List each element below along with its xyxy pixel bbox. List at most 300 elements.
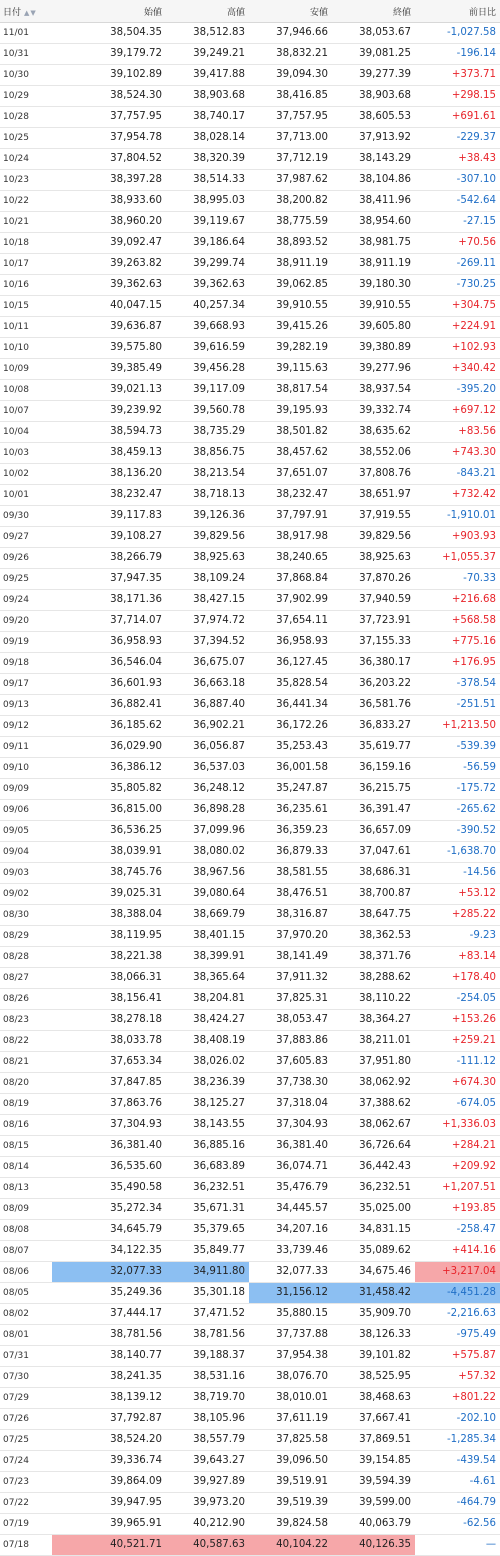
cell-change: +298.15 (415, 86, 500, 107)
table-row (0, 506, 500, 527)
cell-high: 38,427.15 (166, 590, 249, 611)
cell-open: 37,947.35 (52, 569, 166, 590)
cell-close: 38,911.19 (332, 254, 415, 275)
cell-date: 10/07 (0, 401, 52, 422)
cell-low: 36,441.34 (249, 695, 332, 716)
cell-close: 38,211.01 (332, 1031, 415, 1052)
cell-open: 39,385.49 (52, 359, 166, 380)
cell-date: 11/01 (0, 23, 52, 44)
cell-close: 36,657.09 (332, 821, 415, 842)
cell-close: 36,159.16 (332, 758, 415, 779)
table-row (0, 296, 500, 317)
cell-high: 38,236.39 (166, 1073, 249, 1094)
table-row (0, 380, 500, 401)
cell-change: -254.05 (415, 989, 500, 1010)
cell-close: 38,651.97 (332, 485, 415, 506)
cell-high: 39,126.36 (166, 506, 249, 527)
cell-open: 36,536.25 (52, 821, 166, 842)
cell-date: 10/22 (0, 191, 52, 212)
cell-high: 38,512.83 (166, 23, 249, 44)
cell-high: 39,829.56 (166, 527, 249, 548)
cell-date: 09/12 (0, 716, 52, 737)
cell-date: 09/09 (0, 779, 52, 800)
cell-date: 08/30 (0, 905, 52, 926)
cell-date: 08/08 (0, 1220, 52, 1241)
table-row (0, 1157, 500, 1178)
cell-low: 37,737.88 (249, 1325, 332, 1346)
cell-low: 38,240.65 (249, 548, 332, 569)
cell-change: +304.75 (415, 296, 500, 317)
cell-change: +224.91 (415, 317, 500, 338)
cell-high: 39,117.09 (166, 380, 249, 401)
cell-close: 37,808.76 (332, 464, 415, 485)
table-row (0, 149, 500, 170)
cell-date: 09/11 (0, 737, 52, 758)
table-row (0, 905, 500, 926)
table-row (0, 1052, 500, 1073)
cell-open: 38,232.47 (52, 485, 166, 506)
cell-change: +70.56 (415, 233, 500, 254)
table-row (0, 1388, 500, 1409)
cell-low: 38,200.82 (249, 191, 332, 212)
cell-date: 08/05 (0, 1283, 52, 1304)
cell-high: 36,663.18 (166, 674, 249, 695)
cell-low: 38,832.21 (249, 44, 332, 65)
cell-change: -62.56 (415, 1514, 500, 1535)
cell-low: 38,141.49 (249, 947, 332, 968)
cell-change: +284.21 (415, 1136, 500, 1157)
cell-close: 38,411.96 (332, 191, 415, 212)
table-row (0, 1409, 500, 1430)
cell-date: 10/16 (0, 275, 52, 296)
cell-change: +575.87 (415, 1346, 500, 1367)
table-body (0, 23, 500, 1556)
cell-change: +153.26 (415, 1010, 500, 1031)
cell-open: 39,263.82 (52, 254, 166, 275)
cell-low: 38,316.87 (249, 905, 332, 926)
cell-high: 35,301.18 (166, 1283, 249, 1304)
cell-open: 39,864.09 (52, 1472, 166, 1493)
cell-high: 38,514.33 (166, 170, 249, 191)
cell-close: 39,380.89 (332, 338, 415, 359)
cell-date: 10/15 (0, 296, 52, 317)
cell-change: +732.42 (415, 485, 500, 506)
table-row (0, 1430, 500, 1451)
cell-low: 37,738.30 (249, 1073, 332, 1094)
cell-date: 10/08 (0, 380, 52, 401)
cell-high: 38,903.68 (166, 86, 249, 107)
cell-change: +209.92 (415, 1157, 500, 1178)
cell-change: -1,027.58 (415, 23, 500, 44)
cell-low: 38,232.47 (249, 485, 332, 506)
cell-close: 36,215.75 (332, 779, 415, 800)
cell-close: 37,723.91 (332, 611, 415, 632)
cell-close: 35,909.70 (332, 1304, 415, 1325)
cell-high: 36,537.03 (166, 758, 249, 779)
cell-high: 39,560.78 (166, 401, 249, 422)
table-row (0, 1094, 500, 1115)
cell-high: 35,849.77 (166, 1241, 249, 1262)
table-row (0, 527, 500, 548)
cell-change: +691.61 (415, 107, 500, 128)
cell-change: +178.40 (415, 968, 500, 989)
cell-date: 07/26 (0, 1409, 52, 1430)
table-row (0, 989, 500, 1010)
cell-low: 37,902.99 (249, 590, 332, 611)
cell-high: 39,080.64 (166, 884, 249, 905)
cell-low: 37,757.95 (249, 107, 332, 128)
cell-date: 10/02 (0, 464, 52, 485)
cell-date: 08/21 (0, 1052, 52, 1073)
cell-open: 38,524.20 (52, 1430, 166, 1451)
cell-change: +743.30 (415, 443, 500, 464)
cell-low: 38,581.55 (249, 863, 332, 884)
cell-low: 38,501.82 (249, 422, 332, 443)
cell-date: 10/09 (0, 359, 52, 380)
cell-date: 09/17 (0, 674, 52, 695)
cell-date: 09/24 (0, 590, 52, 611)
cell-change: +102.93 (415, 338, 500, 359)
cell-low: 32,077.33 (249, 1262, 332, 1283)
table-row (0, 1325, 500, 1346)
cell-low: 36,001.58 (249, 758, 332, 779)
cell-close: 40,126.35 (332, 1535, 415, 1556)
cell-change: -390.52 (415, 821, 500, 842)
cell-high: 38,740.17 (166, 107, 249, 128)
cell-close: 35,619.77 (332, 737, 415, 758)
cell-change: +903.93 (415, 527, 500, 548)
cell-open: 38,039.91 (52, 842, 166, 863)
cell-change: +38.43 (415, 149, 500, 170)
cell-close: 37,940.59 (332, 590, 415, 611)
cell-low: 37,883.86 (249, 1031, 332, 1052)
cell-date: 08/13 (0, 1178, 52, 1199)
cell-low: 34,445.57 (249, 1199, 332, 1220)
cell-low: 36,127.45 (249, 653, 332, 674)
cell-open: 39,947.95 (52, 1493, 166, 1514)
cell-close: 38,686.31 (332, 863, 415, 884)
cell-close: 35,089.62 (332, 1241, 415, 1262)
cell-high: 38,408.19 (166, 1031, 249, 1052)
cell-open: 37,757.95 (52, 107, 166, 128)
cell-close: 36,833.27 (332, 716, 415, 737)
cell-change: -378.54 (415, 674, 500, 695)
cell-low: 36,381.40 (249, 1136, 332, 1157)
cell-open: 39,117.83 (52, 506, 166, 527)
cell-change: +1,055.37 (415, 548, 500, 569)
cell-date: 07/24 (0, 1451, 52, 1472)
column-header-date[interactable] (0, 0, 52, 23)
cell-open: 35,490.58 (52, 1178, 166, 1199)
cell-open: 38,459.13 (52, 443, 166, 464)
cell-low: 37,651.07 (249, 464, 332, 485)
table-row (0, 779, 500, 800)
cell-low: 39,282.19 (249, 338, 332, 359)
cell-close: 34,675.46 (332, 1262, 415, 1283)
cell-open: 40,047.15 (52, 296, 166, 317)
cell-date: 10/17 (0, 254, 52, 275)
cell-date: 10/23 (0, 170, 52, 191)
cell-low: 39,519.91 (249, 1472, 332, 1493)
cell-change: -2,216.63 (415, 1304, 500, 1325)
cell-open: 38,140.77 (52, 1346, 166, 1367)
cell-open: 36,546.04 (52, 653, 166, 674)
cell-close: 36,380.17 (332, 653, 415, 674)
cell-change: +3,217.04 (415, 1262, 500, 1283)
cell-low: 38,076.70 (249, 1367, 332, 1388)
column-header-open[interactable]: 始値 (52, 0, 166, 23)
table-row (0, 1178, 500, 1199)
cell-change: — (415, 1535, 500, 1556)
cell-date: 08/29 (0, 926, 52, 947)
cell-open: 35,805.82 (52, 779, 166, 800)
table-row (0, 1073, 500, 1094)
cell-open: 39,239.92 (52, 401, 166, 422)
cell-change: -843.21 (415, 464, 500, 485)
table-row (0, 107, 500, 128)
cell-high: 34,911.80 (166, 1262, 249, 1283)
cell-change: -542.64 (415, 191, 500, 212)
cell-low: 33,739.46 (249, 1241, 332, 1262)
cell-date: 10/18 (0, 233, 52, 254)
cell-low: 38,911.19 (249, 254, 332, 275)
cell-open: 37,714.07 (52, 611, 166, 632)
cell-open: 38,241.35 (52, 1367, 166, 1388)
cell-open: 37,444.17 (52, 1304, 166, 1325)
cell-open: 37,954.78 (52, 128, 166, 149)
cell-open: 39,179.72 (52, 44, 166, 65)
table-row (0, 800, 500, 821)
cell-date: 09/02 (0, 884, 52, 905)
cell-date: 09/05 (0, 821, 52, 842)
cell-open: 38,745.76 (52, 863, 166, 884)
cell-low: 35,880.15 (249, 1304, 332, 1325)
cell-open: 34,645.79 (52, 1220, 166, 1241)
table-row (0, 632, 500, 653)
cell-change: -975.49 (415, 1325, 500, 1346)
cell-open: 38,504.35 (52, 23, 166, 44)
cell-close: 37,919.55 (332, 506, 415, 527)
cell-open: 36,381.40 (52, 1136, 166, 1157)
cell-open: 36,029.90 (52, 737, 166, 758)
cell-change: -1,638.70 (415, 842, 500, 863)
cell-change: -9.23 (415, 926, 500, 947)
cell-open: 36,185.62 (52, 716, 166, 737)
cell-close: 37,869.51 (332, 1430, 415, 1451)
cell-change: +216.68 (415, 590, 500, 611)
table-row (0, 1451, 500, 1472)
cell-open: 35,272.34 (52, 1199, 166, 1220)
cell-date: 10/01 (0, 485, 52, 506)
cell-low: 37,825.58 (249, 1430, 332, 1451)
table-row (0, 947, 500, 968)
table-row (0, 737, 500, 758)
table-row (0, 1136, 500, 1157)
cell-close: 38,143.29 (332, 149, 415, 170)
table-row (0, 1031, 500, 1052)
cell-date: 09/19 (0, 632, 52, 653)
cell-low: 38,775.59 (249, 212, 332, 233)
cell-change: -27.15 (415, 212, 500, 233)
cell-change: -307.10 (415, 170, 500, 191)
cell-close: 36,232.51 (332, 1178, 415, 1199)
cell-open: 36,386.12 (52, 758, 166, 779)
table-row (0, 1241, 500, 1262)
table-row (0, 1199, 500, 1220)
cell-high: 39,668.93 (166, 317, 249, 338)
cell-change: +53.12 (415, 884, 500, 905)
table-row (0, 884, 500, 905)
cell-close: 40,063.79 (332, 1514, 415, 1535)
cell-change: -196.14 (415, 44, 500, 65)
cell-change: -539.39 (415, 737, 500, 758)
cell-close: 38,903.68 (332, 86, 415, 107)
cell-low: 36,359.23 (249, 821, 332, 842)
column-header-change[interactable]: 前日比 (415, 0, 500, 23)
cell-open: 40,521.71 (52, 1535, 166, 1556)
cell-high: 38,669.79 (166, 905, 249, 926)
cell-low: 38,010.01 (249, 1388, 332, 1409)
cell-close: 38,525.95 (332, 1367, 415, 1388)
cell-high: 40,212.90 (166, 1514, 249, 1535)
cell-high: 39,973.20 (166, 1493, 249, 1514)
cell-high: 38,365.64 (166, 968, 249, 989)
cell-date: 08/20 (0, 1073, 52, 1094)
cell-close: 38,605.53 (332, 107, 415, 128)
cell-low: 36,879.33 (249, 842, 332, 863)
cell-low: 38,476.51 (249, 884, 332, 905)
cell-date: 09/18 (0, 653, 52, 674)
table-row (0, 191, 500, 212)
cell-high: 37,471.52 (166, 1304, 249, 1325)
column-header-high[interactable]: 高値 (166, 0, 249, 23)
cell-close: 39,277.39 (332, 65, 415, 86)
cell-high: 38,967.56 (166, 863, 249, 884)
cell-open: 36,815.00 (52, 800, 166, 821)
cell-open: 38,033.78 (52, 1031, 166, 1052)
cell-low: 37,987.62 (249, 170, 332, 191)
cell-close: 39,910.55 (332, 296, 415, 317)
cell-close: 37,870.26 (332, 569, 415, 590)
cell-close: 38,552.06 (332, 443, 415, 464)
cell-high: 39,362.63 (166, 275, 249, 296)
cell-date: 09/04 (0, 842, 52, 863)
cell-date: 08/07 (0, 1241, 52, 1262)
cell-open: 36,535.60 (52, 1157, 166, 1178)
cell-low: 36,958.93 (249, 632, 332, 653)
table-row (0, 1514, 500, 1535)
cell-low: 35,247.87 (249, 779, 332, 800)
cell-date: 07/18 (0, 1535, 52, 1556)
cell-date: 10/10 (0, 338, 52, 359)
table-row (0, 821, 500, 842)
cell-close: 38,364.27 (332, 1010, 415, 1031)
table-row (0, 1220, 500, 1241)
cell-high: 36,885.16 (166, 1136, 249, 1157)
column-header-close[interactable]: 終値 (332, 0, 415, 23)
cell-change: -1,910.01 (415, 506, 500, 527)
table-row (0, 128, 500, 149)
cell-change: -1,285.34 (415, 1430, 500, 1451)
cell-date: 09/30 (0, 506, 52, 527)
table-row (0, 359, 500, 380)
table-row (0, 233, 500, 254)
cell-high: 38,320.39 (166, 149, 249, 170)
cell-close: 34,831.15 (332, 1220, 415, 1241)
cell-open: 39,021.13 (52, 380, 166, 401)
cell-date: 07/22 (0, 1493, 52, 1514)
table-row (0, 422, 500, 443)
cell-change: +1,207.51 (415, 1178, 500, 1199)
cell-date: 07/19 (0, 1514, 52, 1535)
cell-low: 37,825.31 (249, 989, 332, 1010)
table-row (0, 170, 500, 191)
cell-date: 09/13 (0, 695, 52, 716)
cell-open: 38,119.95 (52, 926, 166, 947)
cell-high: 36,056.87 (166, 737, 249, 758)
cell-low: 37,946.66 (249, 23, 332, 44)
table-row (0, 212, 500, 233)
cell-close: 37,913.92 (332, 128, 415, 149)
sort-arrows-icon[interactable]: ▲▼ (24, 8, 37, 17)
cell-date: 08/16 (0, 1115, 52, 1136)
cell-open: 36,601.93 (52, 674, 166, 695)
cell-high: 38,213.54 (166, 464, 249, 485)
cell-open: 38,933.60 (52, 191, 166, 212)
cell-open: 36,958.93 (52, 632, 166, 653)
cell-change: -730.25 (415, 275, 500, 296)
cell-change: +83.56 (415, 422, 500, 443)
cell-high: 39,188.37 (166, 1346, 249, 1367)
cell-high: 38,856.75 (166, 443, 249, 464)
cell-low: 39,062.85 (249, 275, 332, 296)
cell-high: 38,719.70 (166, 1388, 249, 1409)
cell-change: +801.22 (415, 1388, 500, 1409)
table-row (0, 1262, 500, 1283)
cell-high: 39,417.88 (166, 65, 249, 86)
cell-high: 38,028.14 (166, 128, 249, 149)
table-row (0, 674, 500, 695)
cell-change: +57.32 (415, 1367, 500, 1388)
cell-close: 36,726.64 (332, 1136, 415, 1157)
cell-low: 38,416.85 (249, 86, 332, 107)
cell-high: 38,735.29 (166, 422, 249, 443)
cell-open: 39,575.80 (52, 338, 166, 359)
cell-date: 10/28 (0, 107, 52, 128)
cell-open: 32,077.33 (52, 1262, 166, 1283)
cell-date: 07/25 (0, 1430, 52, 1451)
cell-high: 39,643.27 (166, 1451, 249, 1472)
cell-open: 38,266.79 (52, 548, 166, 569)
cell-high: 38,557.79 (166, 1430, 249, 1451)
cell-date: 08/23 (0, 1010, 52, 1031)
cell-change: -14.56 (415, 863, 500, 884)
cell-open: 38,278.18 (52, 1010, 166, 1031)
cell-low: 38,053.47 (249, 1010, 332, 1031)
table-row (0, 23, 500, 44)
cell-open: 37,863.76 (52, 1094, 166, 1115)
cell-date: 08/02 (0, 1304, 52, 1325)
cell-high: 40,587.63 (166, 1535, 249, 1556)
cell-change: +373.71 (415, 65, 500, 86)
cell-high: 35,379.65 (166, 1220, 249, 1241)
cell-open: 38,388.04 (52, 905, 166, 926)
column-header-low[interactable]: 安値 (249, 0, 332, 23)
cell-high: 39,927.89 (166, 1472, 249, 1493)
cell-change: +1,336.03 (415, 1115, 500, 1136)
cell-change: -229.37 (415, 128, 500, 149)
cell-open: 39,025.31 (52, 884, 166, 905)
